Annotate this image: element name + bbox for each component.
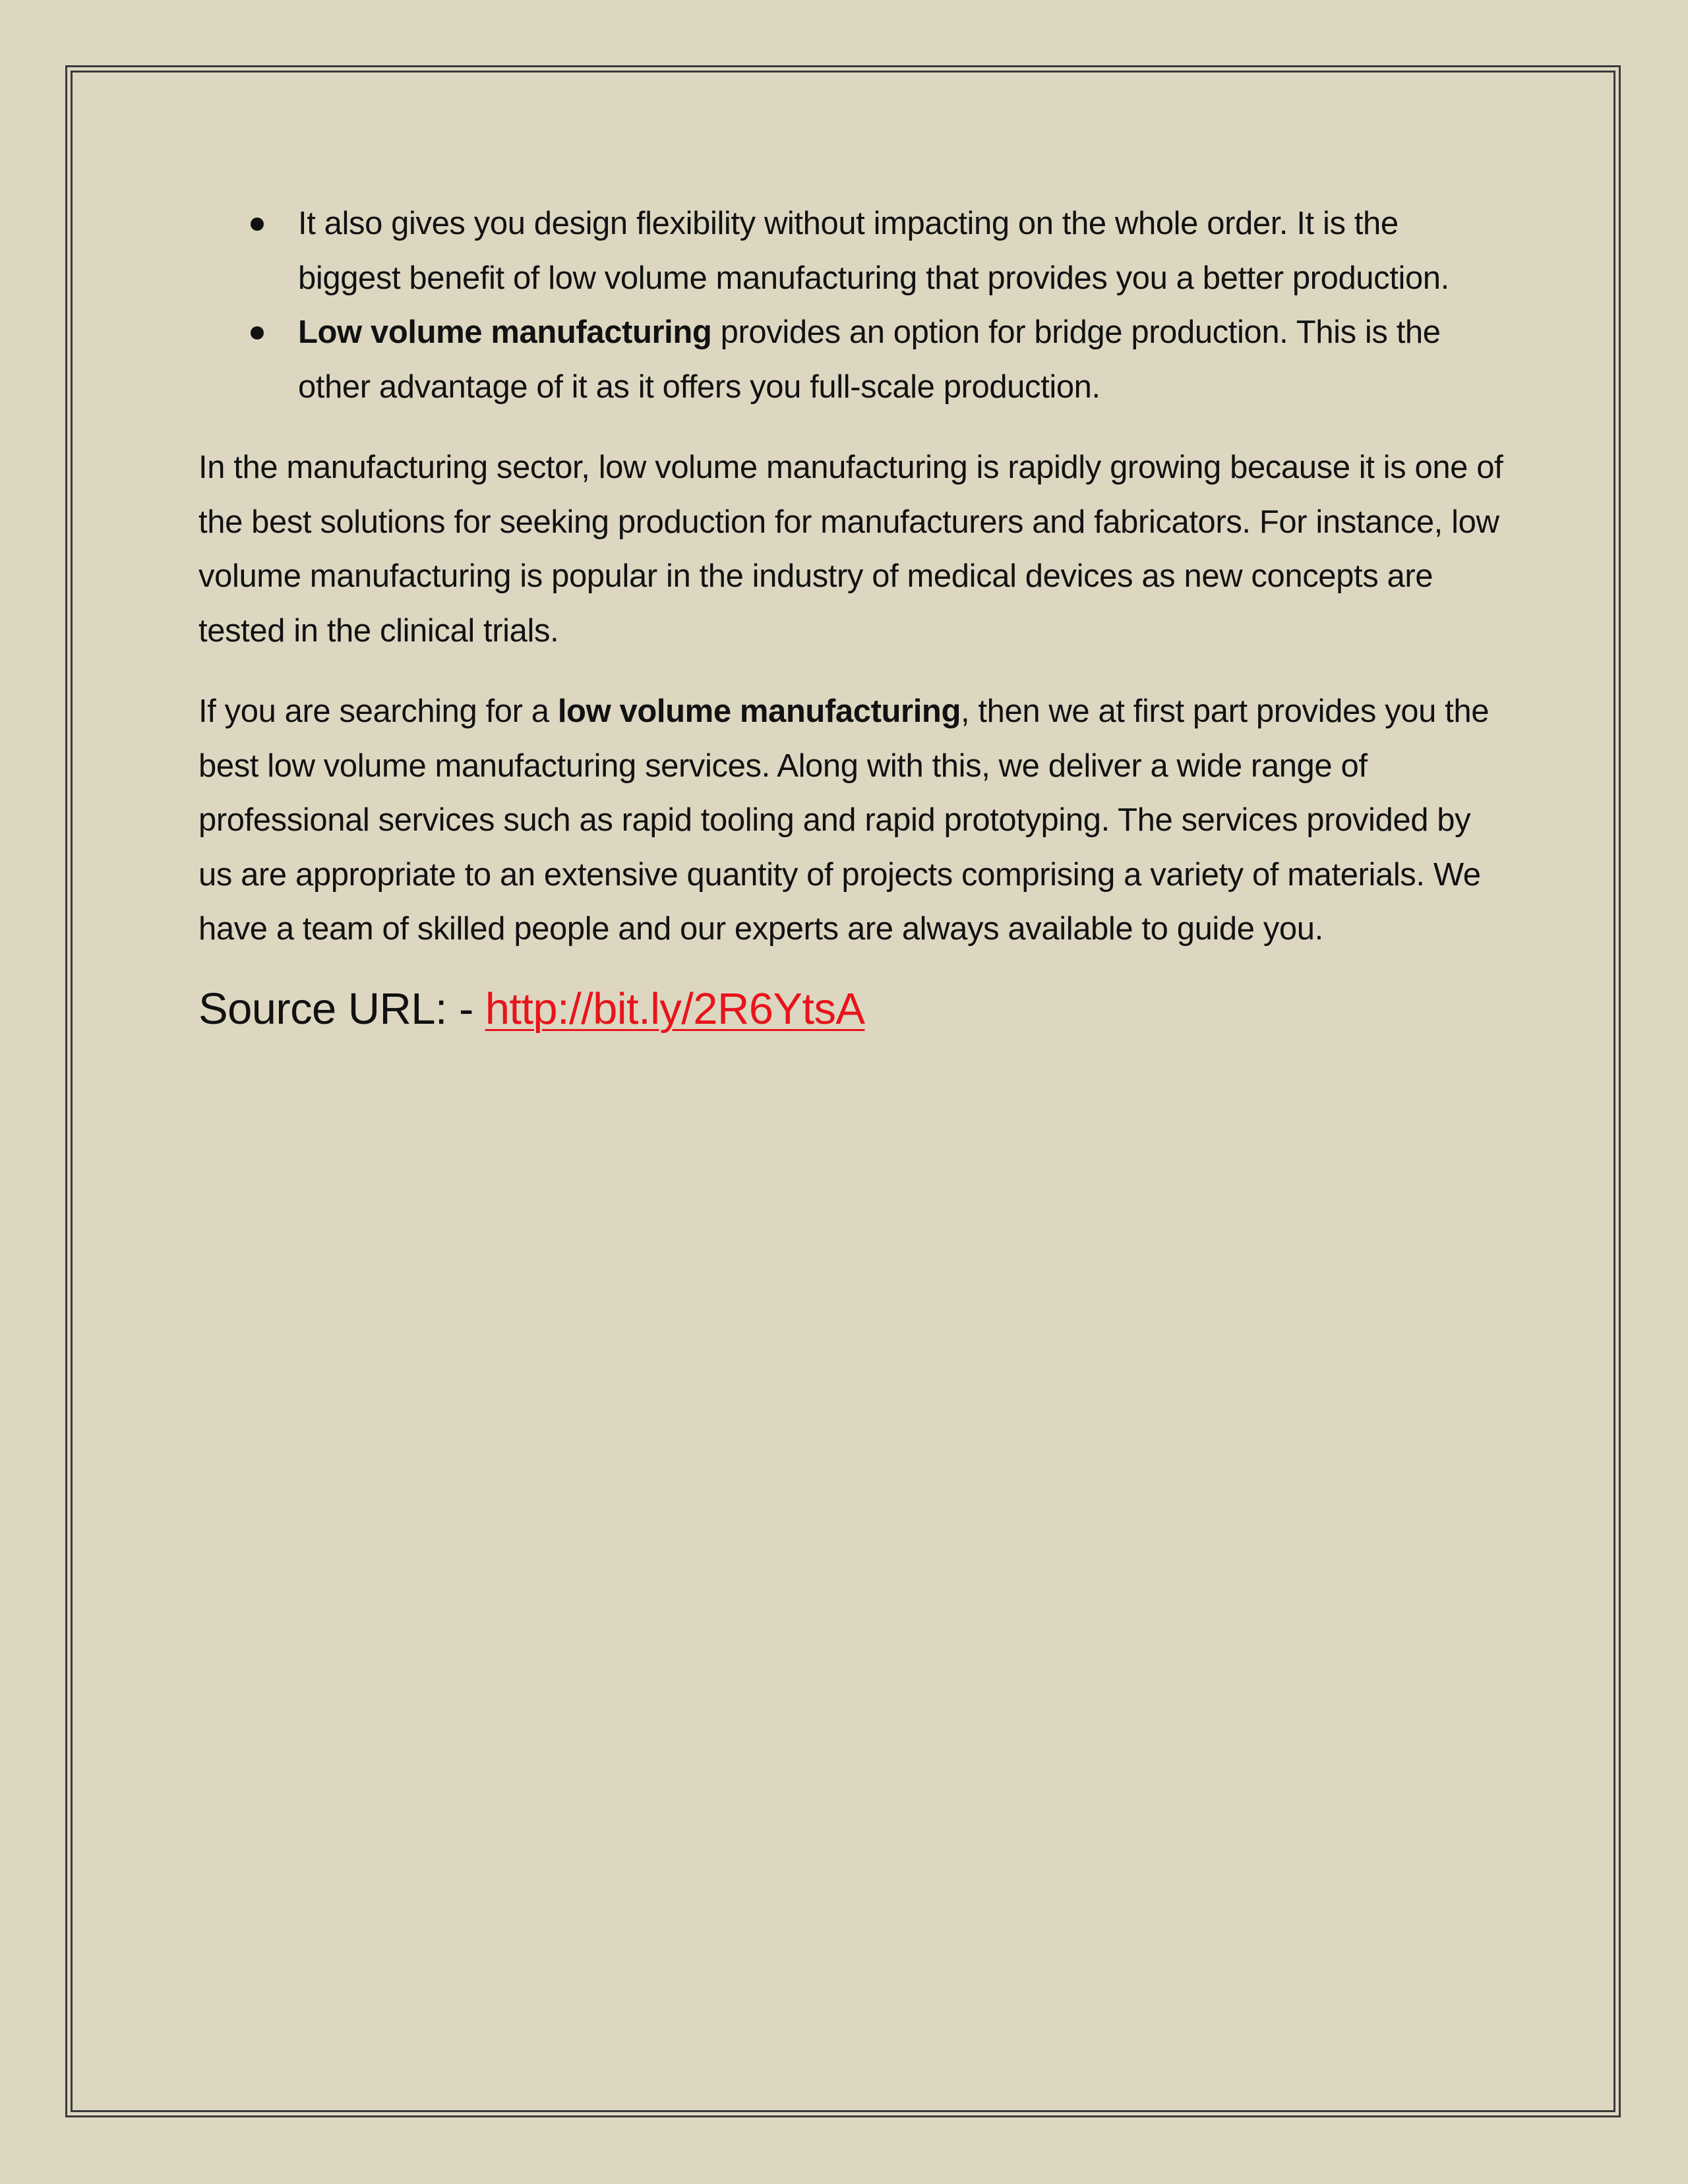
bullet-item-1 [198, 196, 1504, 305]
paragraph-1: In the manufacturing sector, low volume manufacturing is rapidly growing because it is one of the best solutions for seeking production for manufacturers and fabricators. For instance, low volume manufacturing is popular in the industry of medical devices as new concepts are tested in the clinical trials. [198, 450, 1503, 649]
bullet-item-2-bold: Low volume manufacturing [298, 314, 712, 350]
source-line [198, 976, 1504, 1042]
source-label: Source URL: - [198, 984, 485, 1034]
bullet-item-2-text: provides an option for bridge production. This is the other advantage of it as it offers you full-scale production. [298, 314, 1441, 405]
source-link[interactable]: http://bit.ly/2R6YtsA [485, 984, 865, 1034]
paragraph-2 [198, 684, 1504, 957]
paragraph-2-after: , then we at first part provides you the best low volume manufacturing services. Along with this, we deliver a wide range of professional services such as rapid tooling and rapid prototyping. The services provided by us are appropriate to an extensive quantity of projects comprising a variety of materials. We have a team of skilled people and our experts are always available to guide you. [198, 694, 1490, 947]
bullet-item-2 [198, 305, 1504, 414]
bullet-list [198, 196, 1504, 414]
bullet-item-1-text: It also gives you design flexibility without impacting on the whole order. It is the biggest benefit of low volume manufacturing that provides you a better production. [298, 206, 1449, 296]
bullet-icon [251, 218, 264, 231]
paragraph-2-bold: low volume manufacturing [557, 694, 961, 729]
document-body [198, 196, 1504, 1042]
bullet-icon [251, 326, 264, 339]
paragraph-2-before: If you are searching for a [198, 694, 558, 729]
